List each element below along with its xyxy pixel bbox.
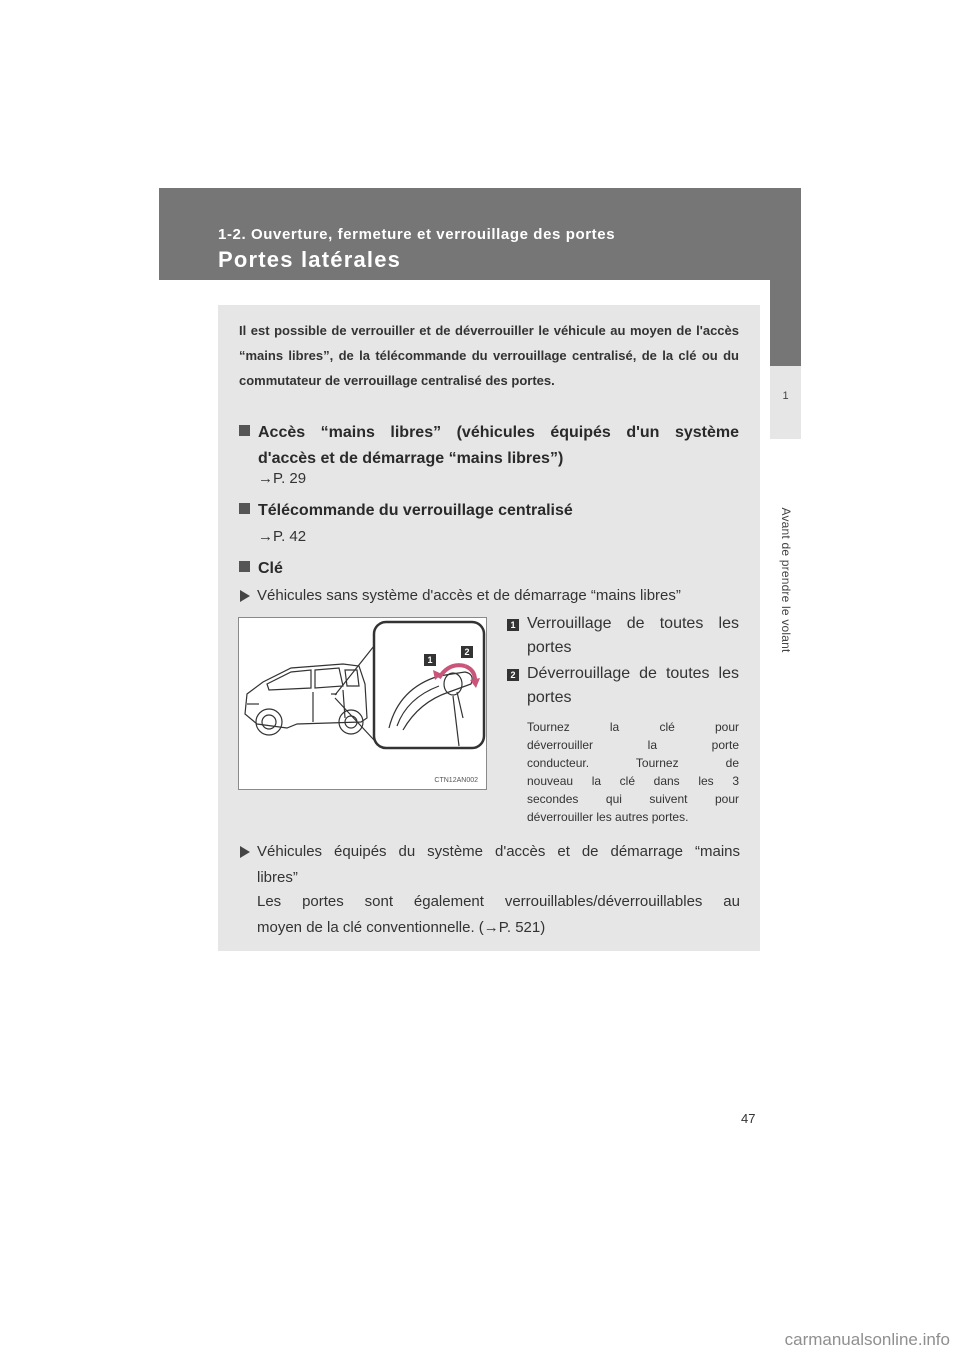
para-line: Les portes sont également verrouillables/déverrouillables au <box>257 893 740 910</box>
chapter-header <box>159 188 801 280</box>
square-bullet-icon <box>239 503 250 514</box>
page-number: 47 <box>741 1111 756 1126</box>
heading-line: Télécommande du verrouillage centralisé <box>258 502 573 519</box>
item-line: Déverrouillage de toutes les <box>527 665 739 682</box>
side-tab-dark <box>770 188 801 366</box>
heading-line: d'accès et de démarrage “mains libres”) <box>258 450 564 467</box>
bullet-line: libres” <box>257 869 298 886</box>
figure-label-2: 2 <box>461 646 473 658</box>
conventional-key-paragraph <box>257 889 740 941</box>
intro-paragraph: Il est possible de verrouiller et de déverrouiller le véhicule au moyen de l'accès “mains libres”, de la télécommande du verrouillage centralisé, de la clé ou du commutateur de verrouillage centralisé des portes. <box>239 323 739 388</box>
chapter-number: 1 <box>782 390 789 402</box>
square-bullet-icon <box>239 561 250 572</box>
triangle-bullet-icon <box>240 846 250 858</box>
note-line: Tournez la clé pour <box>527 720 739 734</box>
heading-line: Accès “mains libres” (véhicules équipés d'un système <box>258 424 739 441</box>
section-heading-remote <box>239 498 573 524</box>
item-line: portes <box>527 689 572 706</box>
para-line[interactable]: moyen de la clé conventionnelle. (→P. 521) <box>257 919 546 936</box>
item-line: Verrouillage de toutes les <box>527 615 739 632</box>
car-key-illustration <box>239 618 486 789</box>
page-ref-link[interactable]: →P. 42 <box>258 528 307 545</box>
figure-label-1: 1 <box>424 654 436 666</box>
bullet-line: Véhicules équipés du système d'accès et de démarrage “mains <box>257 843 740 860</box>
chapter-title: Avant de prendre le volant <box>779 507 793 653</box>
item-lock-all-doors <box>527 612 739 660</box>
section-title: 1-2. Ouverture, fermeture et verrouillage des portes <box>218 226 616 243</box>
bullet-no-smart-key: Véhicules sans système d'accès et de démarrage “mains libres” <box>257 587 681 604</box>
section-heading-hands-free <box>239 420 739 472</box>
watermark: carmanualsonline.info <box>784 1330 950 1349</box>
item-number-2: 2 <box>507 669 519 681</box>
note-line: secondes qui suivent pour <box>527 792 739 806</box>
section-heading-key <box>239 556 283 582</box>
page-title: Portes latérales <box>218 247 402 272</box>
note-line: conducteur. Tournez de <box>527 756 739 770</box>
square-bullet-icon <box>239 425 250 436</box>
unlock-note <box>527 718 739 826</box>
heading-line: Clé <box>258 560 283 577</box>
page-ref-link[interactable]: →P. 29 <box>258 470 307 487</box>
side-tab-light <box>770 366 801 439</box>
note-line: déverrouiller les autres portes. <box>527 810 689 824</box>
figure-id: CTN12AN002 <box>434 777 478 784</box>
note-line: déverrouiller la porte <box>527 738 739 752</box>
item-number-1: 1 <box>507 619 519 631</box>
key-illustration <box>238 617 487 790</box>
note-line: nouveau la clé dans les 3 <box>527 774 739 788</box>
item-unlock-all-doors <box>527 662 739 710</box>
bullet-smart-key <box>257 839 740 891</box>
triangle-bullet-icon <box>240 590 250 602</box>
item-line: portes <box>527 639 572 656</box>
